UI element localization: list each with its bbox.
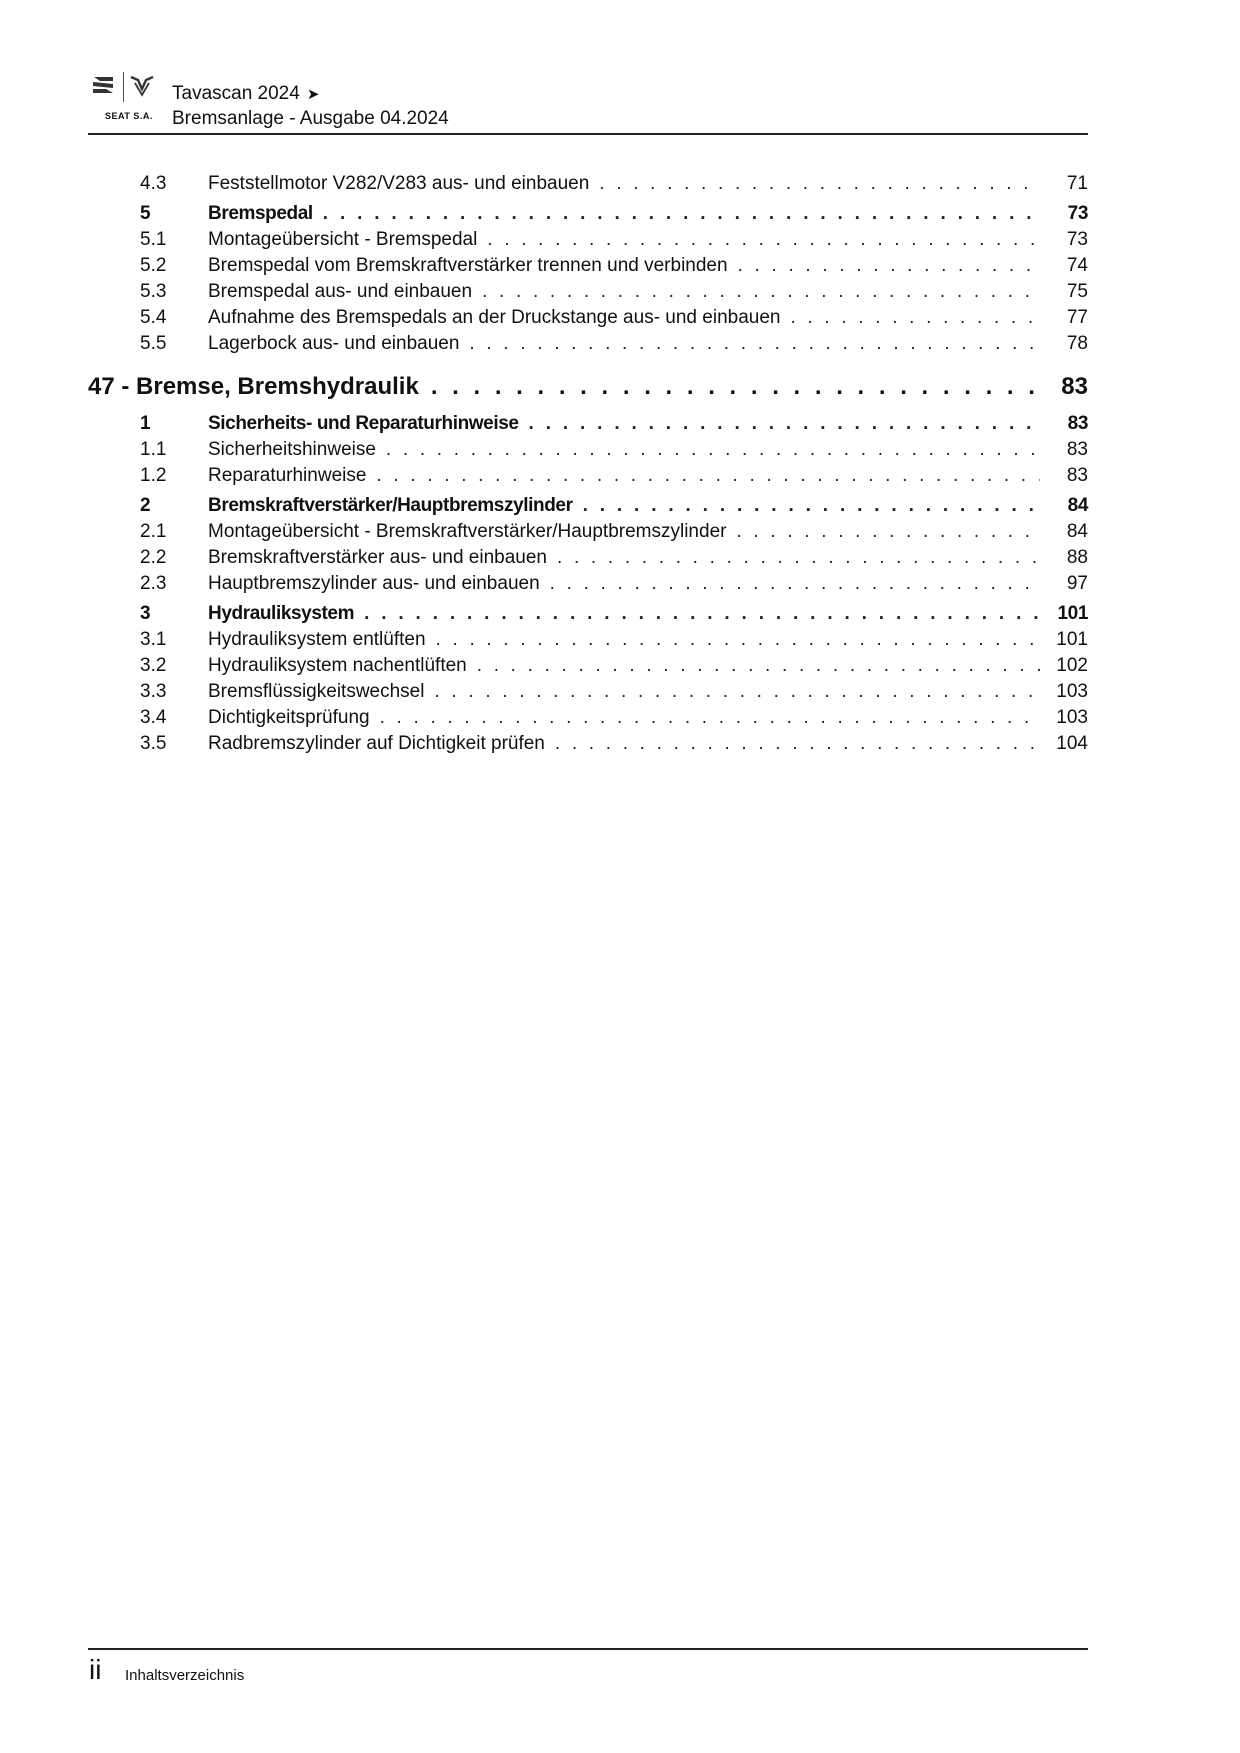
- logo-divider: [123, 72, 124, 102]
- toc-chapter-title-wrap: [88, 373, 1040, 401]
- toc-entry-title: Bremspedal aus- und einbauen: [208, 281, 473, 302]
- toc-entry[interactable]: [88, 281, 1088, 307]
- toc-entry-page: 103: [1056, 707, 1088, 728]
- toc-entry-number: 4.3: [140, 173, 167, 194]
- leader-dots: [790, 307, 1040, 329]
- toc-entry-title-wrap: [208, 707, 1040, 729]
- toc-entry-number: 3.2: [140, 655, 167, 676]
- leader-dots: [738, 255, 1040, 277]
- toc-entry-title: Reparaturhinweise: [208, 465, 367, 486]
- toc-entry-page: 84: [1067, 495, 1088, 516]
- toc-entry-title-wrap: [208, 655, 1040, 677]
- toc-entry-page: 97: [1066, 573, 1088, 594]
- leader-dots: [434, 681, 1040, 703]
- leader-dots: [557, 547, 1040, 569]
- toc-entry-page: 101: [1057, 603, 1088, 624]
- toc-entry-page: 83: [1066, 439, 1088, 460]
- toc-entry-title-wrap: [208, 629, 1040, 651]
- toc-entry-number: 5.2: [140, 255, 167, 276]
- toc-section-entry[interactable]: [88, 603, 1088, 629]
- leader-dots: [376, 465, 1040, 487]
- toc-entry[interactable]: [88, 465, 1088, 491]
- toc-entry-title: Bremskraftverstärker/Hauptbremszylinder: [208, 495, 573, 516]
- toc-entry[interactable]: [88, 733, 1088, 759]
- page-header: [88, 72, 1088, 134]
- toc-entry-number: 2: [140, 495, 151, 516]
- toc-entry-number: 2.2: [140, 547, 167, 568]
- toc-entry[interactable]: [88, 547, 1088, 573]
- toc-section-entry[interactable]: [88, 413, 1088, 439]
- leader-dots: [555, 733, 1040, 755]
- toc-entry-title: Hydrauliksystem: [208, 603, 355, 624]
- toc-entry-page: 77: [1066, 307, 1088, 328]
- toc-entry-number: 5.1: [140, 229, 167, 250]
- leader-dots: [482, 281, 1040, 303]
- toc-entry-page: 75: [1066, 281, 1088, 302]
- toc-entry[interactable]: [88, 521, 1088, 547]
- toc-entry-title-wrap: [208, 203, 1040, 225]
- toc-entry-title-wrap: [208, 281, 1040, 303]
- leader-dots: [583, 495, 1040, 517]
- leader-dots: [436, 629, 1040, 651]
- toc-entry-title-wrap: [208, 229, 1040, 251]
- toc-entry-number: 5.5: [140, 333, 167, 354]
- toc-entry-number: 2.3: [140, 573, 167, 594]
- header-rule: [88, 133, 1088, 135]
- toc-entry[interactable]: [88, 173, 1088, 199]
- toc-entry-number: 1.2: [140, 465, 167, 486]
- leader-dots: [736, 521, 1040, 543]
- toc-entry[interactable]: [88, 255, 1088, 281]
- toc-entry-number: 5.4: [140, 307, 167, 328]
- toc-entry-number: 3.5: [140, 733, 167, 754]
- toc-section-top: [88, 173, 1088, 359]
- toc-entry-page: 73: [1066, 229, 1088, 250]
- toc-entry-title-wrap: [208, 521, 1040, 543]
- model-title: [172, 83, 319, 105]
- toc-entry-title: Bremspedal vom Bremskraftverstärker trennen und verbinden: [208, 255, 728, 276]
- leader-dots: [487, 229, 1040, 251]
- toc-entry-title-wrap: [208, 173, 1040, 195]
- toc-entry[interactable]: [88, 573, 1088, 599]
- toc-entry[interactable]: [88, 629, 1088, 655]
- toc-entry-number: 5.3: [140, 281, 167, 302]
- toc-entry-title-wrap: [208, 307, 1040, 329]
- toc-entry-title-wrap: [208, 495, 1040, 517]
- toc-chapter-title: 47 - Bremse, Bremshydraulik: [88, 373, 419, 400]
- toc-chapter-entry[interactable]: [88, 369, 1088, 409]
- toc-entry-title-wrap: [208, 255, 1040, 277]
- toc-entry-title-wrap: [208, 413, 1040, 435]
- toc-entry-page: 83: [1067, 413, 1088, 434]
- toc-entry-page: 83: [1066, 465, 1088, 486]
- footer-page-number: ii: [89, 1654, 102, 1685]
- toc-chapter-page: 83: [1061, 373, 1088, 400]
- toc-entry-title-wrap: [208, 547, 1040, 569]
- toc-entry-page: 104: [1056, 733, 1088, 754]
- toc-section-entry[interactable]: [88, 203, 1088, 229]
- footer-rule: [88, 1648, 1088, 1650]
- toc-entry-title-wrap: [208, 603, 1040, 625]
- toc-entry[interactable]: [88, 307, 1088, 333]
- model-title-text: Tavascan 2024: [172, 83, 300, 104]
- toc-entry-number: 1.1: [140, 439, 167, 460]
- leader-dots: [386, 439, 1040, 461]
- toc-entry-page: 102: [1056, 655, 1088, 676]
- leader-dots: [599, 173, 1040, 195]
- toc-entry-title: Bremsflüssigkeitswechsel: [208, 681, 425, 702]
- toc-entry-page: 88: [1066, 547, 1088, 568]
- toc-entry-title: Montageübersicht - Bremskraftverstärker/Hauptbremszylinder: [208, 521, 727, 542]
- leader-dots: [550, 573, 1040, 595]
- toc-entry-number: 3.3: [140, 681, 167, 702]
- toc-entry-page: 74: [1066, 255, 1088, 276]
- toc-entry[interactable]: [88, 681, 1088, 707]
- toc-entry-title: Aufnahme des Bremspedals an der Druckstange aus- und einbauen: [208, 307, 781, 328]
- toc-entry-title-wrap: [208, 439, 1040, 461]
- toc-entry[interactable]: [88, 439, 1088, 465]
- arrow-right-icon: ➤: [306, 86, 320, 103]
- toc-entry-page: 103: [1056, 681, 1088, 702]
- toc-entry-number: 3: [140, 603, 151, 624]
- toc-entry-page: 78: [1066, 333, 1088, 354]
- toc-entry-title: Sicherheitshinweise: [208, 439, 376, 460]
- toc-entry-page: 73: [1067, 203, 1088, 224]
- seat-logo-icon: [92, 76, 114, 94]
- toc-section-entry[interactable]: [88, 495, 1088, 521]
- toc-entry-title: Hydrauliksystem nachentlüften: [208, 655, 467, 676]
- toc-entry-title: Bremskraftverstärker aus- und einbauen: [208, 547, 547, 568]
- toc-entry-title: Montageübersicht - Bremspedal: [208, 229, 478, 250]
- leader-dots: [380, 707, 1040, 729]
- toc-entry-title: Dichtigkeitsprüfung: [208, 707, 370, 728]
- leader-dots: [364, 603, 1040, 625]
- leader-dots: [431, 373, 1040, 401]
- leader-dots: [323, 203, 1040, 225]
- brand-logo: [88, 72, 153, 132]
- toc-entry-title-wrap: [208, 573, 1040, 595]
- toc-entry-number: 5: [140, 203, 151, 224]
- toc-entry-title: Hauptbremszylinder aus- und einbauen: [208, 573, 540, 594]
- toc-entry[interactable]: [88, 333, 1088, 359]
- toc-entry-title: Feststellmotor V282/V283 aus- und einbauen: [208, 173, 590, 194]
- toc-entry-title: Radbremszylinder auf Dichtigkeit prüfen: [208, 733, 545, 754]
- toc-entry-title: Hydrauliksystem entlüften: [208, 629, 426, 650]
- leader-dots: [469, 333, 1040, 355]
- leader-dots: [529, 413, 1040, 435]
- toc-entry[interactable]: [88, 229, 1088, 255]
- toc-entry-title-wrap: [208, 333, 1040, 355]
- toc-entry-page: 71: [1066, 173, 1088, 194]
- toc-entry-number: 2.1: [140, 521, 167, 542]
- seat-sa-label: SEAT S.A.: [105, 111, 153, 121]
- toc-section-bottom: [88, 413, 1088, 759]
- toc-entry-title: Bremspedal: [208, 203, 313, 224]
- footer-section-label: Inhaltsverzeichnis: [125, 1667, 245, 1684]
- toc-entry-page: 101: [1056, 629, 1088, 650]
- toc-entry-number: 3.1: [140, 629, 167, 650]
- toc-entry-number: 1: [140, 413, 151, 434]
- toc-entry-title-wrap: [208, 733, 1040, 755]
- cupra-logo-icon: [129, 75, 155, 97]
- toc-entry-title: Sicherheits- und Reparaturhinweise: [208, 413, 519, 434]
- toc-entry-title: Lagerbock aus- und einbauen: [208, 333, 460, 354]
- toc-entry-page: 84: [1066, 521, 1088, 542]
- leader-dots: [477, 655, 1040, 677]
- table-of-contents: [88, 173, 1088, 759]
- toc-entry-title-wrap: [208, 681, 1040, 703]
- toc-entry-number: 3.4: [140, 707, 167, 728]
- toc-entry[interactable]: [88, 655, 1088, 681]
- toc-entry[interactable]: [88, 707, 1088, 733]
- toc-entry-title-wrap: [208, 465, 1040, 487]
- document-subtitle: Bremsanlage - Ausgabe 04.2024: [172, 108, 449, 129]
